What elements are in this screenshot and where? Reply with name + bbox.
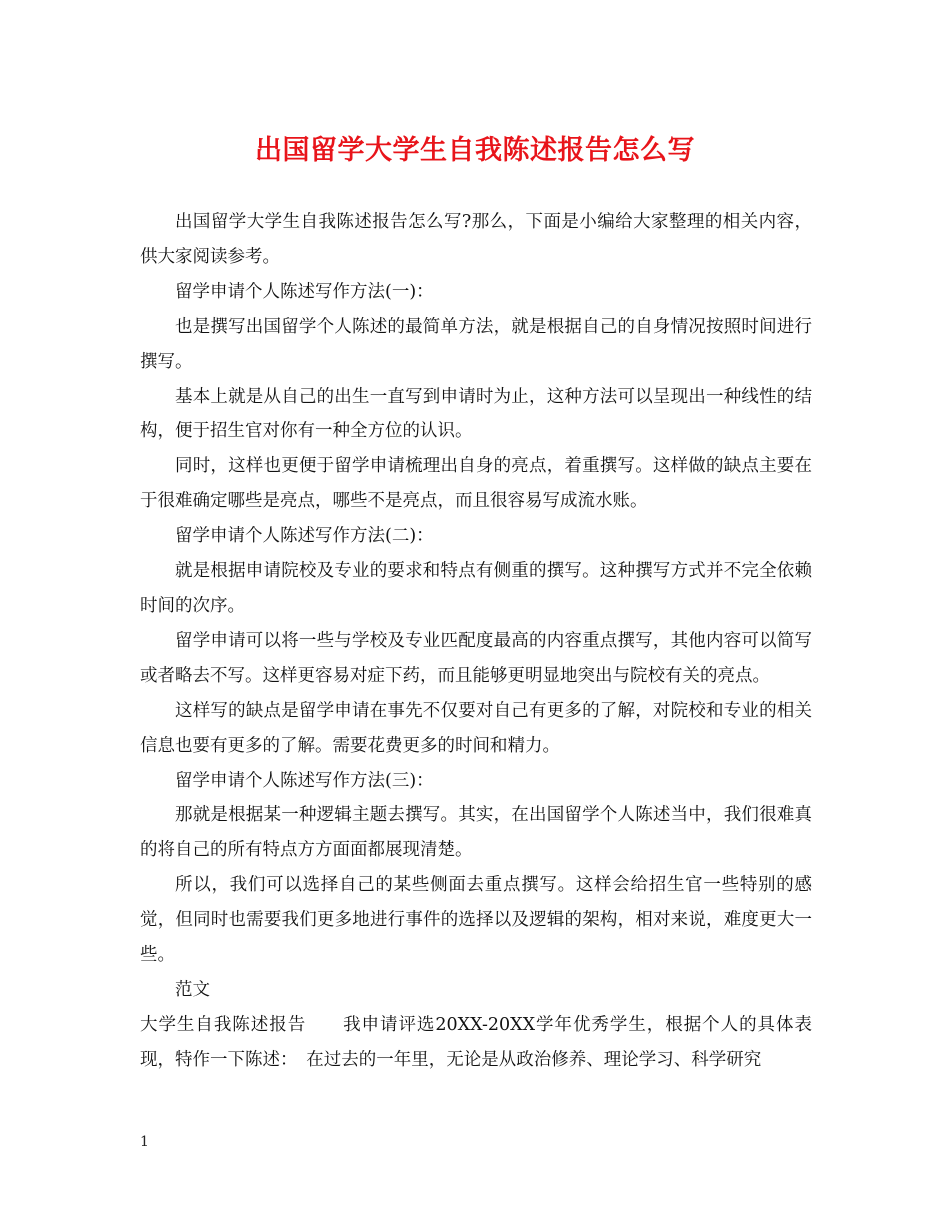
heading-method-1: 留学申请个人陈述写作方法(一)： xyxy=(175,281,434,302)
paragraph: 那就是根据某一种逻辑主题去撰写。其实，在出国留学个人陈述当中，我们很难真的将自己的所有特点方方面面都展现清楚。 xyxy=(140,805,812,861)
paragraph-sample: 大学生自我陈述报告 我申请评选20XX-20XX学年优秀学生，根据个人的具体表现，特作一下陈述： 在过去的一年里，无论是从政治修养、理论学习、科学研究 xyxy=(140,1014,812,1070)
document-body xyxy=(140,205,812,1078)
heading-method-2: 留学申请个人陈述写作方法(二)： xyxy=(175,526,434,547)
paragraph: 也是撰写出国留学个人陈述的最简单方法，就是根据自己的自身情况按照时间进行撰写。 xyxy=(140,316,812,372)
document-title: 出国留学大学生自我陈述报告怎么写 xyxy=(255,135,695,166)
heading-sample: 范文 xyxy=(175,979,210,1000)
paragraph-intro: 出国留学大学生自我陈述报告怎么写?那么，下面是小编给大家整理的相关内容，供大家阅读参考。 xyxy=(140,212,812,267)
paragraph: 就是根据申请院校及专业的要求和特点有侧重的撰写。这种撰写方式并不完全依赖时间的次序。 xyxy=(140,561,812,616)
paragraph: 基本上就是从自己的出生一直写到申请时为止，这种方法可以呈现出一种线性的结构，便于招生官对你有一种全方位的认识。 xyxy=(140,386,812,442)
page-number: 1 xyxy=(140,1134,149,1150)
paragraph: 同时，这样也更便于留学申请梳理出自身的亮点，着重撰写。这样做的缺点主要在于很难确定哪些是亮点，哪些不是亮点，而且很容易写成流水账。 xyxy=(140,456,812,512)
paragraph: 这样写的缺点是留学申请在事先不仅要对自己有更多的了解，对院校和专业的相关信息也要有更多的了解。需要花费更多的时间和精力。 xyxy=(140,700,812,756)
paragraph: 所以，我们可以选择自己的某些侧面去重点撰写。这样会给招生官一些特别的感觉，但同时也需要我们更多地进行事件的选择以及逻辑的架构，相对来说，难度更大一些。 xyxy=(140,875,812,966)
paragraph: 留学申请可以将一些与学校及专业匹配度最高的内容重点撰写，其他内容可以简写或者略去不写。这样更容易对症下药，而且能够更明显地突出与院校有关的亮点。 xyxy=(140,630,812,686)
heading-method-3: 留学申请个人陈述写作方法(三)： xyxy=(175,770,434,791)
